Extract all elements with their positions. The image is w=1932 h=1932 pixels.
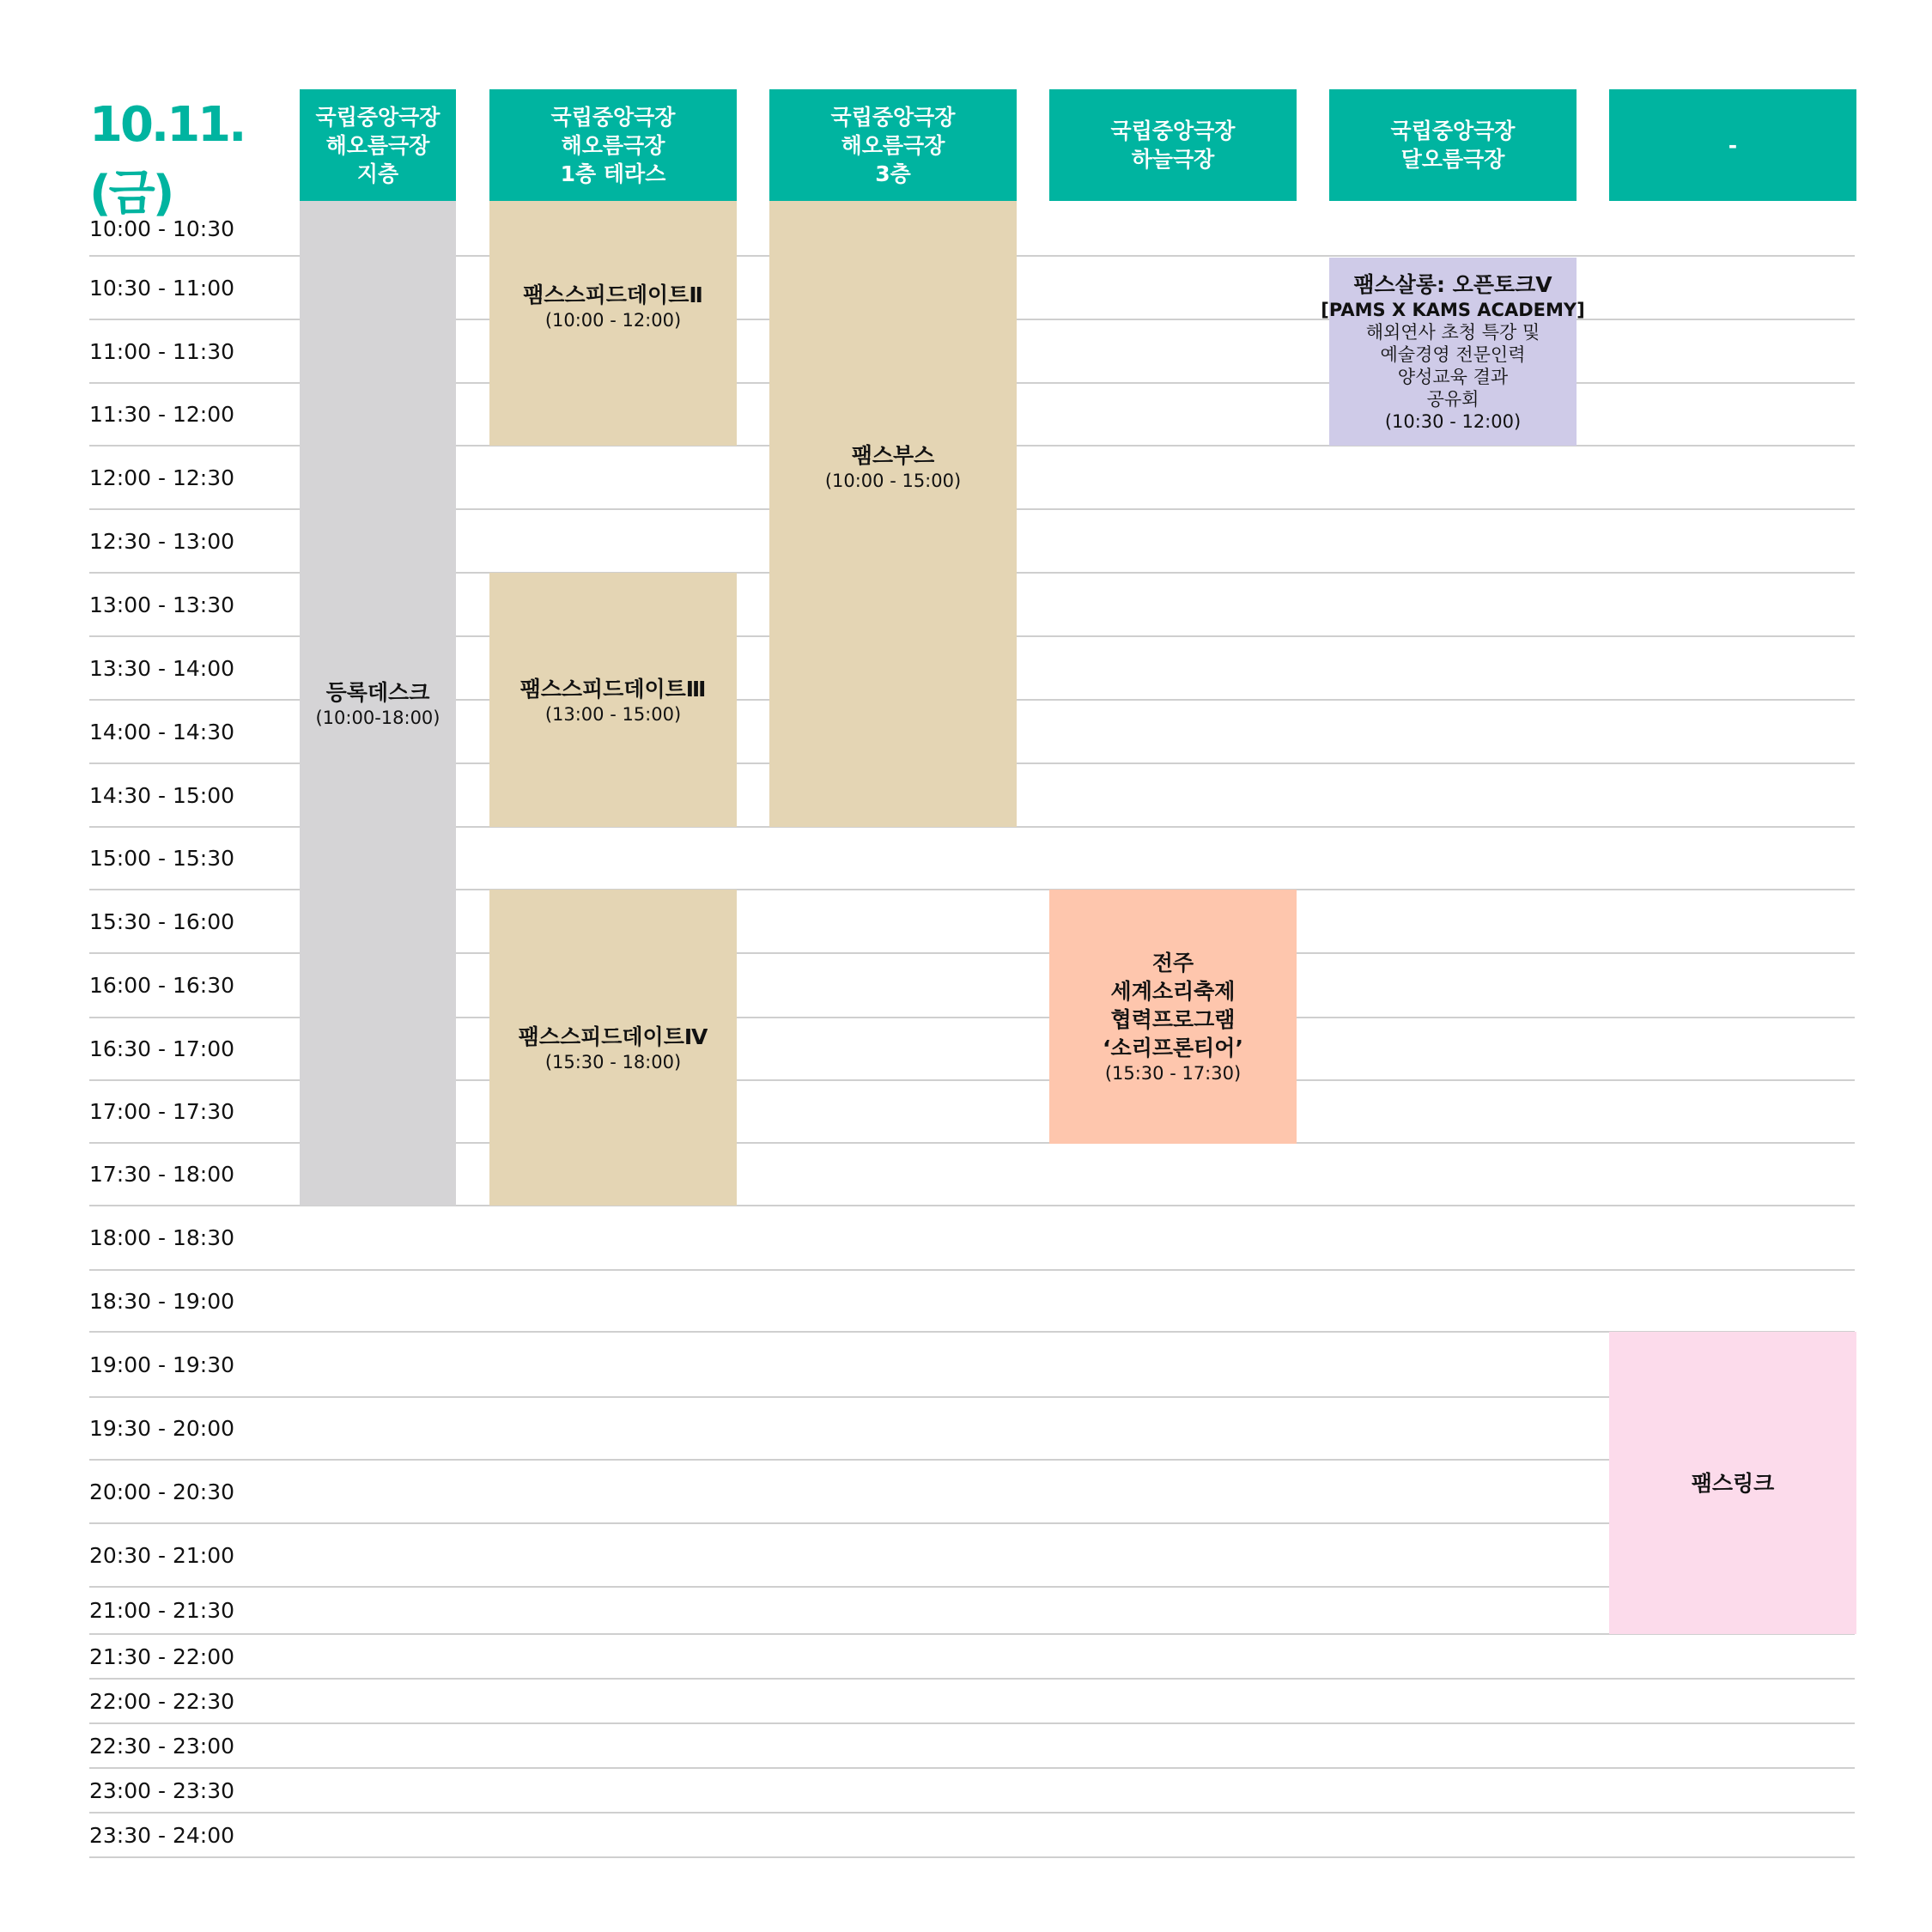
time-slot-label: 15:00 - 15:30 xyxy=(89,846,235,871)
time-slot-label: 19:00 - 19:30 xyxy=(89,1352,235,1377)
event-jeonju-sori[interactable] xyxy=(1049,890,1297,1144)
time-slot-label: 16:30 - 17:00 xyxy=(89,1036,235,1061)
row-divider xyxy=(89,1633,1855,1635)
time-slot-label: 16:00 - 16:30 xyxy=(89,973,235,998)
venue-header-line: 해오름극장 xyxy=(325,132,430,158)
time-slot-label: 23:30 - 24:00 xyxy=(89,1822,235,1848)
event-time: (10:00 - 15:00) xyxy=(824,471,962,491)
row-divider xyxy=(89,1269,1855,1271)
event-subtitle: 예술경영 전문인력 xyxy=(1380,344,1526,365)
time-slot-label: 20:30 - 21:00 xyxy=(89,1542,235,1568)
time-slot-label: 14:00 - 14:30 xyxy=(89,719,235,744)
row-divider xyxy=(89,1767,1855,1769)
row-divider xyxy=(89,1331,1855,1333)
event-pams-link[interactable] xyxy=(1609,1332,1856,1634)
time-slot-label: 10:30 - 11:00 xyxy=(89,275,235,301)
venue-header-line: 해오름극장 xyxy=(561,132,665,158)
event-registration-desk[interactable] xyxy=(300,201,456,1206)
venue-header-line: 1층 테라스 xyxy=(560,161,666,186)
venue-header-line: 지층 xyxy=(356,161,399,186)
venue-header-line: 국립중앙극장 xyxy=(830,104,956,130)
time-slot-label: 18:00 - 18:30 xyxy=(89,1225,235,1250)
time-slot-label: 10:00 - 10:30 xyxy=(89,216,235,241)
time-slot-label: 14:30 - 15:00 xyxy=(89,782,235,808)
venue-header-line: 달오름극장 xyxy=(1400,147,1505,172)
venue-header-2 xyxy=(489,89,737,201)
event-time: (15:30 - 17:30) xyxy=(1104,1063,1242,1084)
event-time: (10:00-18:00) xyxy=(315,707,440,728)
venue-header-line: 하늘극장 xyxy=(1131,147,1215,172)
event-subtitle: [PAMS X KAMS ACADEMY] xyxy=(1321,300,1585,320)
event-speed-date-4[interactable] xyxy=(489,890,737,1206)
venue-header-line: 국립중앙극장 xyxy=(1390,118,1516,143)
event-title: 전주 xyxy=(1151,951,1194,975)
venue-header-line: 3층 xyxy=(875,161,911,186)
event-title: ‘소리프론티어’ xyxy=(1103,1036,1243,1060)
event-time: (15:30 - 18:00) xyxy=(544,1051,682,1072)
event-title: 팸스스피드데이트Ⅱ xyxy=(523,283,703,307)
event-title: 세계소리축제 xyxy=(1110,979,1236,1004)
event-title: 협력프로그램 xyxy=(1110,1007,1236,1032)
time-slot-label: 12:30 - 13:00 xyxy=(89,528,235,554)
event-title: 팸스스피드데이트Ⅲ xyxy=(519,676,707,702)
time-slot-label: 21:30 - 22:00 xyxy=(89,1643,235,1669)
venue-header-line: 국립중앙극장 xyxy=(550,104,676,130)
row-divider xyxy=(89,1678,1855,1680)
time-slot-label: 19:30 - 20:00 xyxy=(89,1416,235,1441)
time-slot-label: 15:30 - 16:00 xyxy=(89,908,235,934)
event-speed-date-2[interactable] xyxy=(489,201,737,446)
event-title: 팸스부스 xyxy=(851,443,935,468)
event-title: 팸스링크 xyxy=(1691,1470,1775,1496)
time-slot-label: 22:00 - 22:30 xyxy=(89,1688,235,1714)
venue-header-line: 국립중앙극장 xyxy=(1110,118,1236,143)
event-speed-date-3[interactable] xyxy=(489,573,737,827)
row-divider xyxy=(89,1522,1855,1524)
date-title: 10.11.(금) xyxy=(89,97,245,222)
time-slot-label: 23:00 - 23:30 xyxy=(89,1777,235,1803)
event-subtitle: 공유회 xyxy=(1426,389,1479,410)
row-divider xyxy=(89,1856,1855,1858)
row-divider xyxy=(89,1812,1855,1814)
venue-header-line: 국립중앙극장 xyxy=(315,104,440,130)
row-divider xyxy=(89,1396,1855,1398)
time-slot-label: 17:00 - 17:30 xyxy=(89,1099,235,1124)
time-slot-label: 11:30 - 12:00 xyxy=(89,402,235,427)
venue-header-line: 해오름극장 xyxy=(841,132,945,158)
time-slot-label: 11:00 - 11:30 xyxy=(89,338,235,364)
row-divider xyxy=(89,1459,1855,1461)
time-slot-label: 17:30 - 18:00 xyxy=(89,1162,235,1187)
venue-header-5 xyxy=(1329,89,1577,201)
venue-header-4 xyxy=(1049,89,1297,201)
event-pams-salon[interactable] xyxy=(1321,258,1585,446)
event-subtitle: 해외연사 초청 특강 및 xyxy=(1365,322,1540,343)
event-title: 등록데스크 xyxy=(325,679,430,705)
time-slot-label: 12:00 - 12:30 xyxy=(89,465,235,490)
venue-header-3 xyxy=(769,89,1017,201)
time-slot-label: 21:00 - 21:30 xyxy=(89,1598,235,1623)
event-subtitle: 양성교육 결과 xyxy=(1397,367,1509,387)
row-divider xyxy=(89,1586,1855,1588)
event-time: (10:30 - 12:00) xyxy=(1384,411,1522,432)
venue-header-line: - xyxy=(1728,132,1738,158)
venue-header-6 xyxy=(1609,89,1856,201)
time-slot-label: 13:30 - 14:00 xyxy=(89,655,235,681)
event-title: 팸스스피드데이트Ⅳ xyxy=(518,1024,708,1049)
time-slot-label: 22:30 - 23:00 xyxy=(89,1733,235,1759)
time-slot-label: 20:00 - 20:30 xyxy=(89,1479,235,1504)
event-time: (10:00 - 12:00) xyxy=(544,310,682,331)
time-slot-label: 13:00 - 13:30 xyxy=(89,592,235,617)
event-time: (13:00 - 15:00) xyxy=(544,703,682,725)
event-pams-booth[interactable] xyxy=(769,201,1017,827)
venue-header-1 xyxy=(300,89,456,201)
row-divider xyxy=(89,1722,1855,1724)
event-title: 팸스살롱: 오픈토크Ⅴ xyxy=(1353,272,1552,297)
time-slot-label: 18:30 - 19:00 xyxy=(89,1288,235,1314)
